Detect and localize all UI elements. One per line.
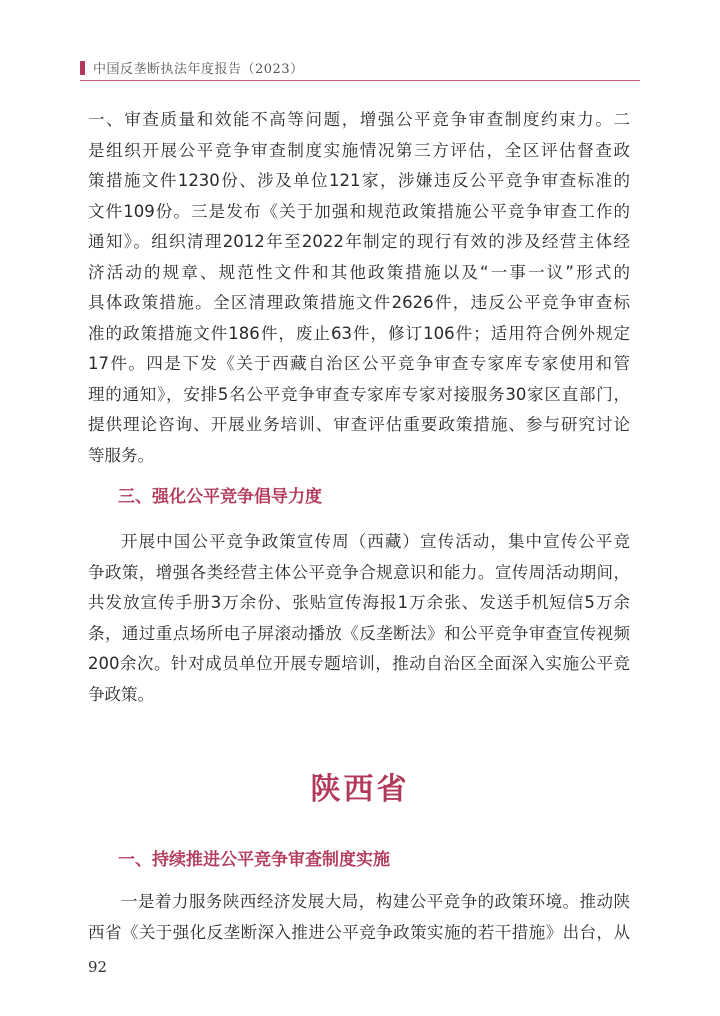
paragraph-line: 准的政策措施文件186件，废止63件，修订106件；适用符合例外规定 xyxy=(88,323,630,343)
paragraph-line: 共发放宣传手册3万余份、张贴宣传海报1万余张、发送手机短信5万余 xyxy=(88,593,630,612)
page-number: 92 xyxy=(88,958,108,976)
paragraph-line: 文件109份。三是发布《关于加强和规范政策措施公平竞争审查工作的 xyxy=(88,201,630,221)
paragraph-line: 策措施文件1230份、涉及单位121家，涉嫌违反公平竞争审查标准的 xyxy=(88,171,630,190)
section-heading-review-system: 一、持续推进公平竞争审查制度实施 xyxy=(118,850,390,870)
paragraph-line: 是组织开展公平竞争审查制度实施情况第三方评估，全区评估督查政 xyxy=(88,140,630,160)
paragraph-line: 17件。四是下发《关于西藏自治区公平竞争审查专家库专家使用和管 xyxy=(88,354,630,373)
paragraph-line: 济活动的规章、规范性文件和其他政策措施以及“一事一议”形式的 xyxy=(88,262,630,282)
header-divider xyxy=(80,80,640,81)
paragraph-line: 通知》。组织清理2012年至2022年制定的现行有效的涉及经营主体经 xyxy=(88,232,630,251)
paragraph-review-quality xyxy=(88,105,630,471)
paragraph-line: 理的通知》，安排5名公平竞争审查专家库专家对接服务30家区直部门， xyxy=(88,384,630,404)
paragraph-line: 争政策。 xyxy=(88,684,154,704)
province-title: 陕西省 xyxy=(310,772,410,807)
running-header-title: 中国反垄断执法年度报告（2023） xyxy=(93,62,304,77)
paragraph-line: 西省《关于强化反垄断深入推进公平竞争政策实施的若干措施》出台，从 xyxy=(88,922,630,942)
paragraph-line: 200余次。针对成员单位开展专题培训，推动自治区全面深入实施公平竞 xyxy=(88,654,630,673)
running-header xyxy=(80,58,304,77)
paragraph-line: 具体政策措施。全区清理政策措施文件2626件，违反公平竞争审查标 xyxy=(88,293,630,312)
paragraph-line: 提供理论咨询、开展业务培训、审查评估重要政策措施、参与研究讨论 xyxy=(88,415,630,434)
paragraph-shaanxi xyxy=(88,887,630,948)
section-heading-advocacy: 三、强化公平竞争倡导力度 xyxy=(118,487,322,507)
paragraph-line: 一、审查质量和效能不高等问题，增强公平竞争审查制度约束力。二 xyxy=(88,110,630,129)
paragraph-line: 争政策，增强各类经营主体公平竞争合规意识和能力。宣传周活动期间， xyxy=(88,562,630,582)
paragraph-line: 条，通过重点场所电子屏滚动播放《反垄断法》和公平竞争审查宣传视频 xyxy=(88,623,630,643)
paragraph-line: 一是着力服务陕西经济发展大局，构建公平竞争的政策环境。推动陕 xyxy=(121,892,630,911)
paragraph-line: 开展中国公平竞争政策宣传周（西藏）宣传活动，集中宣传公平竞 xyxy=(121,532,630,551)
paragraph-line: 等服务。 xyxy=(88,445,154,465)
paragraph-advocacy xyxy=(88,527,630,710)
header-accent-bar xyxy=(80,61,85,75)
